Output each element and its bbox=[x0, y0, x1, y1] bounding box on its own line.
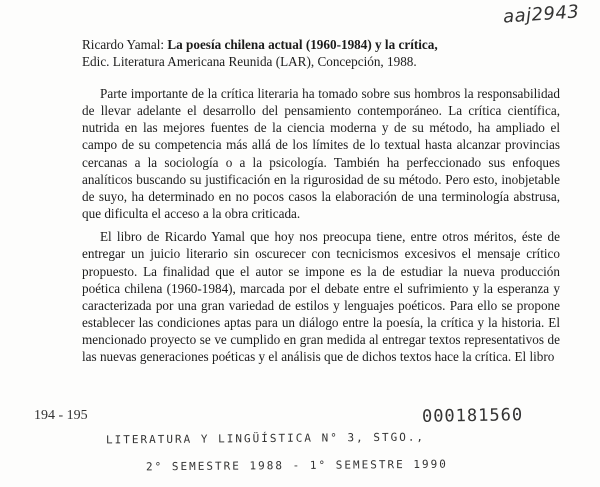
citation-publication: Edic. Literatura Americana Reunida (LAR), Concepción, 1988. bbox=[82, 54, 417, 69]
paragraph-1: Parte importante de la crítica literaria ha tomado sobre sus hombros la responsabilidad de llevar adelante el desarrollo del pensamiento contemporáneo. La crítica científica, nutrida en las mejores fuentes de la ciencia moderna y de su método, ha ampliado el campo de su competencia más allá de los límites de lo textual hasta alcanzar provincias cercanas a la sociología o a la psicología. También ha perfeccionado sus enfoques analíticos buscando su justificación en la rigurosidad de su método. Pero esto, inobjetable de suyo, ha determinado en no pocos casos la elaboración de una terminología abstrusa, que dificulta el acceso a la obra criticada. bbox=[82, 86, 560, 222]
citation-heading-line bbox=[82, 36, 562, 53]
citation-author: Ricardo Yamal: bbox=[82, 37, 165, 52]
handwritten-catalog-number: 000181560 bbox=[421, 405, 524, 427]
handwritten-source-line-2: 2° SEMESTRE 1988 - 1° SEMESTRE 1990 bbox=[145, 457, 448, 474]
paragraph-2: El libro de Ricardo Yamal que hoy nos preocupa tiene, entre otros méritos, éste de entregar un juicio literario sin oscurecer con tecnicismos excesivos el mensaje crítico propuesto. La finalidad que el autor se impone es la de estudiar la nueva producción poética chilena (1960-1984), marcada por el debate entre el sufrimiento y la esperanza y caracterizada por una gran variedad de estilos y lenguajes poéticos. Para ello se propone establecer las condiciones aptas para un diálogo entre la poesía, la crítica y la historia. El mencionado proyecto se ve cumplido en gran medida al entregar textos representativos de las nuevas generaciones poéticas y el análisis que de dichos textos hace la crítica. El libro bbox=[82, 229, 560, 365]
citation-title: La poesía chilena actual (1960-1984) y la crítica, bbox=[167, 37, 438, 52]
review-body bbox=[82, 85, 560, 372]
page-range-note: 194 - 195 bbox=[34, 408, 88, 423]
handwritten-source-line-1: LITERATURA Y LINGÜÍSTICA N° 3, STGO., bbox=[105, 430, 426, 447]
handwritten-reference-code: aaj2943 bbox=[502, 1, 581, 28]
bibliographic-citation bbox=[82, 36, 562, 70]
